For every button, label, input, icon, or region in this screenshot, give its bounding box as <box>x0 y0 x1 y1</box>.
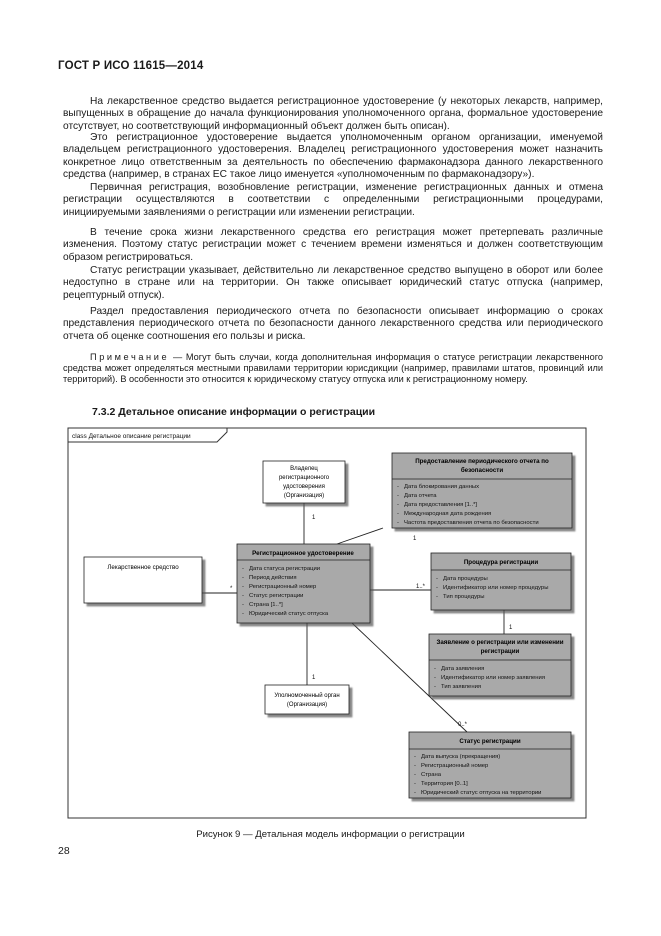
procedure-attribute: Дата процедуры <box>443 576 488 582</box>
note <box>63 352 603 386</box>
certificate-attribute: Юридический статус отпуска <box>249 611 329 617</box>
procedure-title: Процедура регистрации <box>463 559 539 566</box>
authority-multiplicity: 1 <box>312 675 316 681</box>
drug-title: Лекарственное средство <box>107 564 179 571</box>
svg-text:-: - <box>397 493 399 499</box>
class-drug <box>84 557 202 603</box>
psur-title-2: безопасности <box>460 467 504 474</box>
svg-text:-: - <box>414 772 416 778</box>
certificate-attribute: Регистрационный номер <box>249 584 317 590</box>
svg-text:-: - <box>397 484 399 490</box>
svg-text:-: - <box>436 594 438 600</box>
procedure-attribute: Идентификатор или номер процедуры <box>443 585 549 591</box>
procedure-attribute: Тип процедуры <box>443 594 485 600</box>
certificate-attribute: Страна [1..*] <box>249 602 283 608</box>
svg-text:-: - <box>414 781 416 787</box>
class-owner <box>263 461 345 503</box>
paragraph-2: Это регистрационное удостоверение выдается уполномоченным органом организации, именуемой владельцем регистрационного удостоверения. Владелец регистрационного удостоверения может назначить конкретное лицо ответственным за деятельность по обеспечению фармаконадзора данного лекарственного средства (например, в странах ЕС такое лицо именуется «уполномоченным по фармаконадзору»). <box>63 132 603 180</box>
uml-diagram <box>67 427 587 820</box>
status-title: Статус регистрации <box>459 738 521 745</box>
svg-text:-: - <box>242 611 244 617</box>
svg-text:-: - <box>414 790 416 796</box>
svg-text:-: - <box>414 754 416 760</box>
svg-text:-: - <box>434 684 436 690</box>
svg-text:-: - <box>242 566 244 572</box>
psur-attribute: Дата блокирования данных <box>404 484 480 490</box>
note-text: — Могут быть случаи, когда дополнительная информация о статусе регистрации лекарственного средства может определяться местными правилами территории юрисдикции (например, правилами штатов, провинций или территорий). В особенности это относится к юридическому статусу отпуска или к регистрационному номеру. <box>63 352 603 385</box>
psur-multiplicity: 1 <box>413 536 417 542</box>
svg-text:-: - <box>397 502 399 508</box>
svg-text:-: - <box>242 602 244 608</box>
application-title-2: регистрации <box>480 648 520 655</box>
status-attribute: Регистрационный номер <box>421 763 489 769</box>
svg-text:-: - <box>242 593 244 599</box>
certificate-attribute: Период действия <box>249 575 297 581</box>
application-title-1: Заявление о регистрации или изменении <box>436 639 564 646</box>
svg-text:-: - <box>397 511 399 517</box>
authority-title-1: Уполномоченный орган <box>274 693 340 699</box>
document-header: ГОСТ Р ИСО 11615—2014 <box>58 60 204 72</box>
svg-text:-: - <box>436 576 438 582</box>
owner-multiplicity: 1 <box>312 515 316 521</box>
application-attribute: Дата заявления <box>441 666 485 672</box>
class-status <box>409 732 571 798</box>
svg-text:-: - <box>434 666 436 672</box>
page-number: 28 <box>58 845 70 857</box>
procedure-cert-multiplicity: 1..* <box>416 584 426 590</box>
psur-attribute: Дата отчета <box>404 493 437 499</box>
svg-text:-: - <box>397 520 399 526</box>
certificate-attribute: Дата статуса регистрации <box>249 566 321 572</box>
class-certificate <box>237 544 370 623</box>
svg-text:-: - <box>436 585 438 591</box>
owner-title-4: (Организация) <box>283 493 325 499</box>
paragraph-4: В течение срока жизни лекарственного средства его регистрация может претерпевать различные изменения. Поэтому статус регистрации может с течением времени изменяться и должен соответствующим образом регистрироваться. <box>63 227 603 263</box>
application-attribute: Идентификатор или номер заявления <box>441 675 546 681</box>
status-attribute: Территория [0..1] <box>421 781 468 787</box>
status-attribute: Страна <box>421 772 442 778</box>
class-authority <box>265 685 349 714</box>
figure-caption: Рисунок 9 — Детальная модель информации о регистрации <box>196 829 465 840</box>
svg-text:-: - <box>242 584 244 590</box>
application-attribute: Тип заявления <box>441 684 482 690</box>
class-application <box>429 634 571 696</box>
status-attribute: Дата выпуска (прекращения) <box>421 754 501 760</box>
paragraph-5: Статус регистрации указывает, действительно ли лекарственное средство выпущено в оборот или более недоступно в стране или на территории. Он также описывает юридический статус отпуска (например, рецептурный отпуск). <box>63 265 603 301</box>
psur-attribute: Дата предоставления [1..*] <box>404 502 478 508</box>
section-title: 7.3.2 Детальное описание информации о регистрации <box>92 406 376 418</box>
class-psur <box>392 453 572 528</box>
psur-attribute: Частота предоставления отчета по безопасности <box>404 520 539 526</box>
drug-multiplicity: * <box>230 586 233 592</box>
owner-title-1: Владелец <box>290 466 318 472</box>
psur-attribute: Международная дата рождения <box>404 511 492 517</box>
status-multiplicity: 0..* <box>458 722 468 728</box>
owner-title-3: удостоверения <box>283 484 325 490</box>
authority-title-2: (Организация) <box>286 702 328 708</box>
owner-title-2: регистрационного <box>278 475 330 481</box>
svg-text:-: - <box>414 763 416 769</box>
note-label: Примечание <box>90 352 170 362</box>
psur-title-1: Предоставление периодического отчета по <box>415 458 549 465</box>
procedure-app-multiplicity: 1 <box>509 625 513 631</box>
paragraph-6: Раздел предоставления периодического отчета по безопасности описывает информацию о сроках представления периодического отчета по безопасности данного лекарственного средства или периодического отчета об оценке соотношения его пользы и риска. <box>63 306 603 342</box>
class-procedure <box>431 553 571 610</box>
paragraph-3: Первичная регистрация, возобновление регистрации, изменение регистрационных данных и отмена регистрации осуществляются в соответствии с определенными регистрационными процедурами, инициируемыми заявлениями о регистрации или изменении регистрации. <box>63 182 603 218</box>
svg-text:-: - <box>434 675 436 681</box>
frame-label: class Детальное описание регистрации <box>72 433 191 440</box>
certificate-title: Регистрационное удостоверение <box>252 550 354 557</box>
certificate-attribute: Статус регистрации <box>249 593 304 599</box>
status-attribute: Юридический статус отпуска на территории <box>421 790 542 796</box>
paragraph-1: На лекарственное средство выдается регистрационное удостоверение (у некоторых лекарств, например, выпущенных в обращение до начала функционирования уполномоченного органа, формальное удостоверение отсутствует, но соответствующий информационный объект должен быть описан). <box>63 96 603 132</box>
svg-text:-: - <box>242 575 244 581</box>
